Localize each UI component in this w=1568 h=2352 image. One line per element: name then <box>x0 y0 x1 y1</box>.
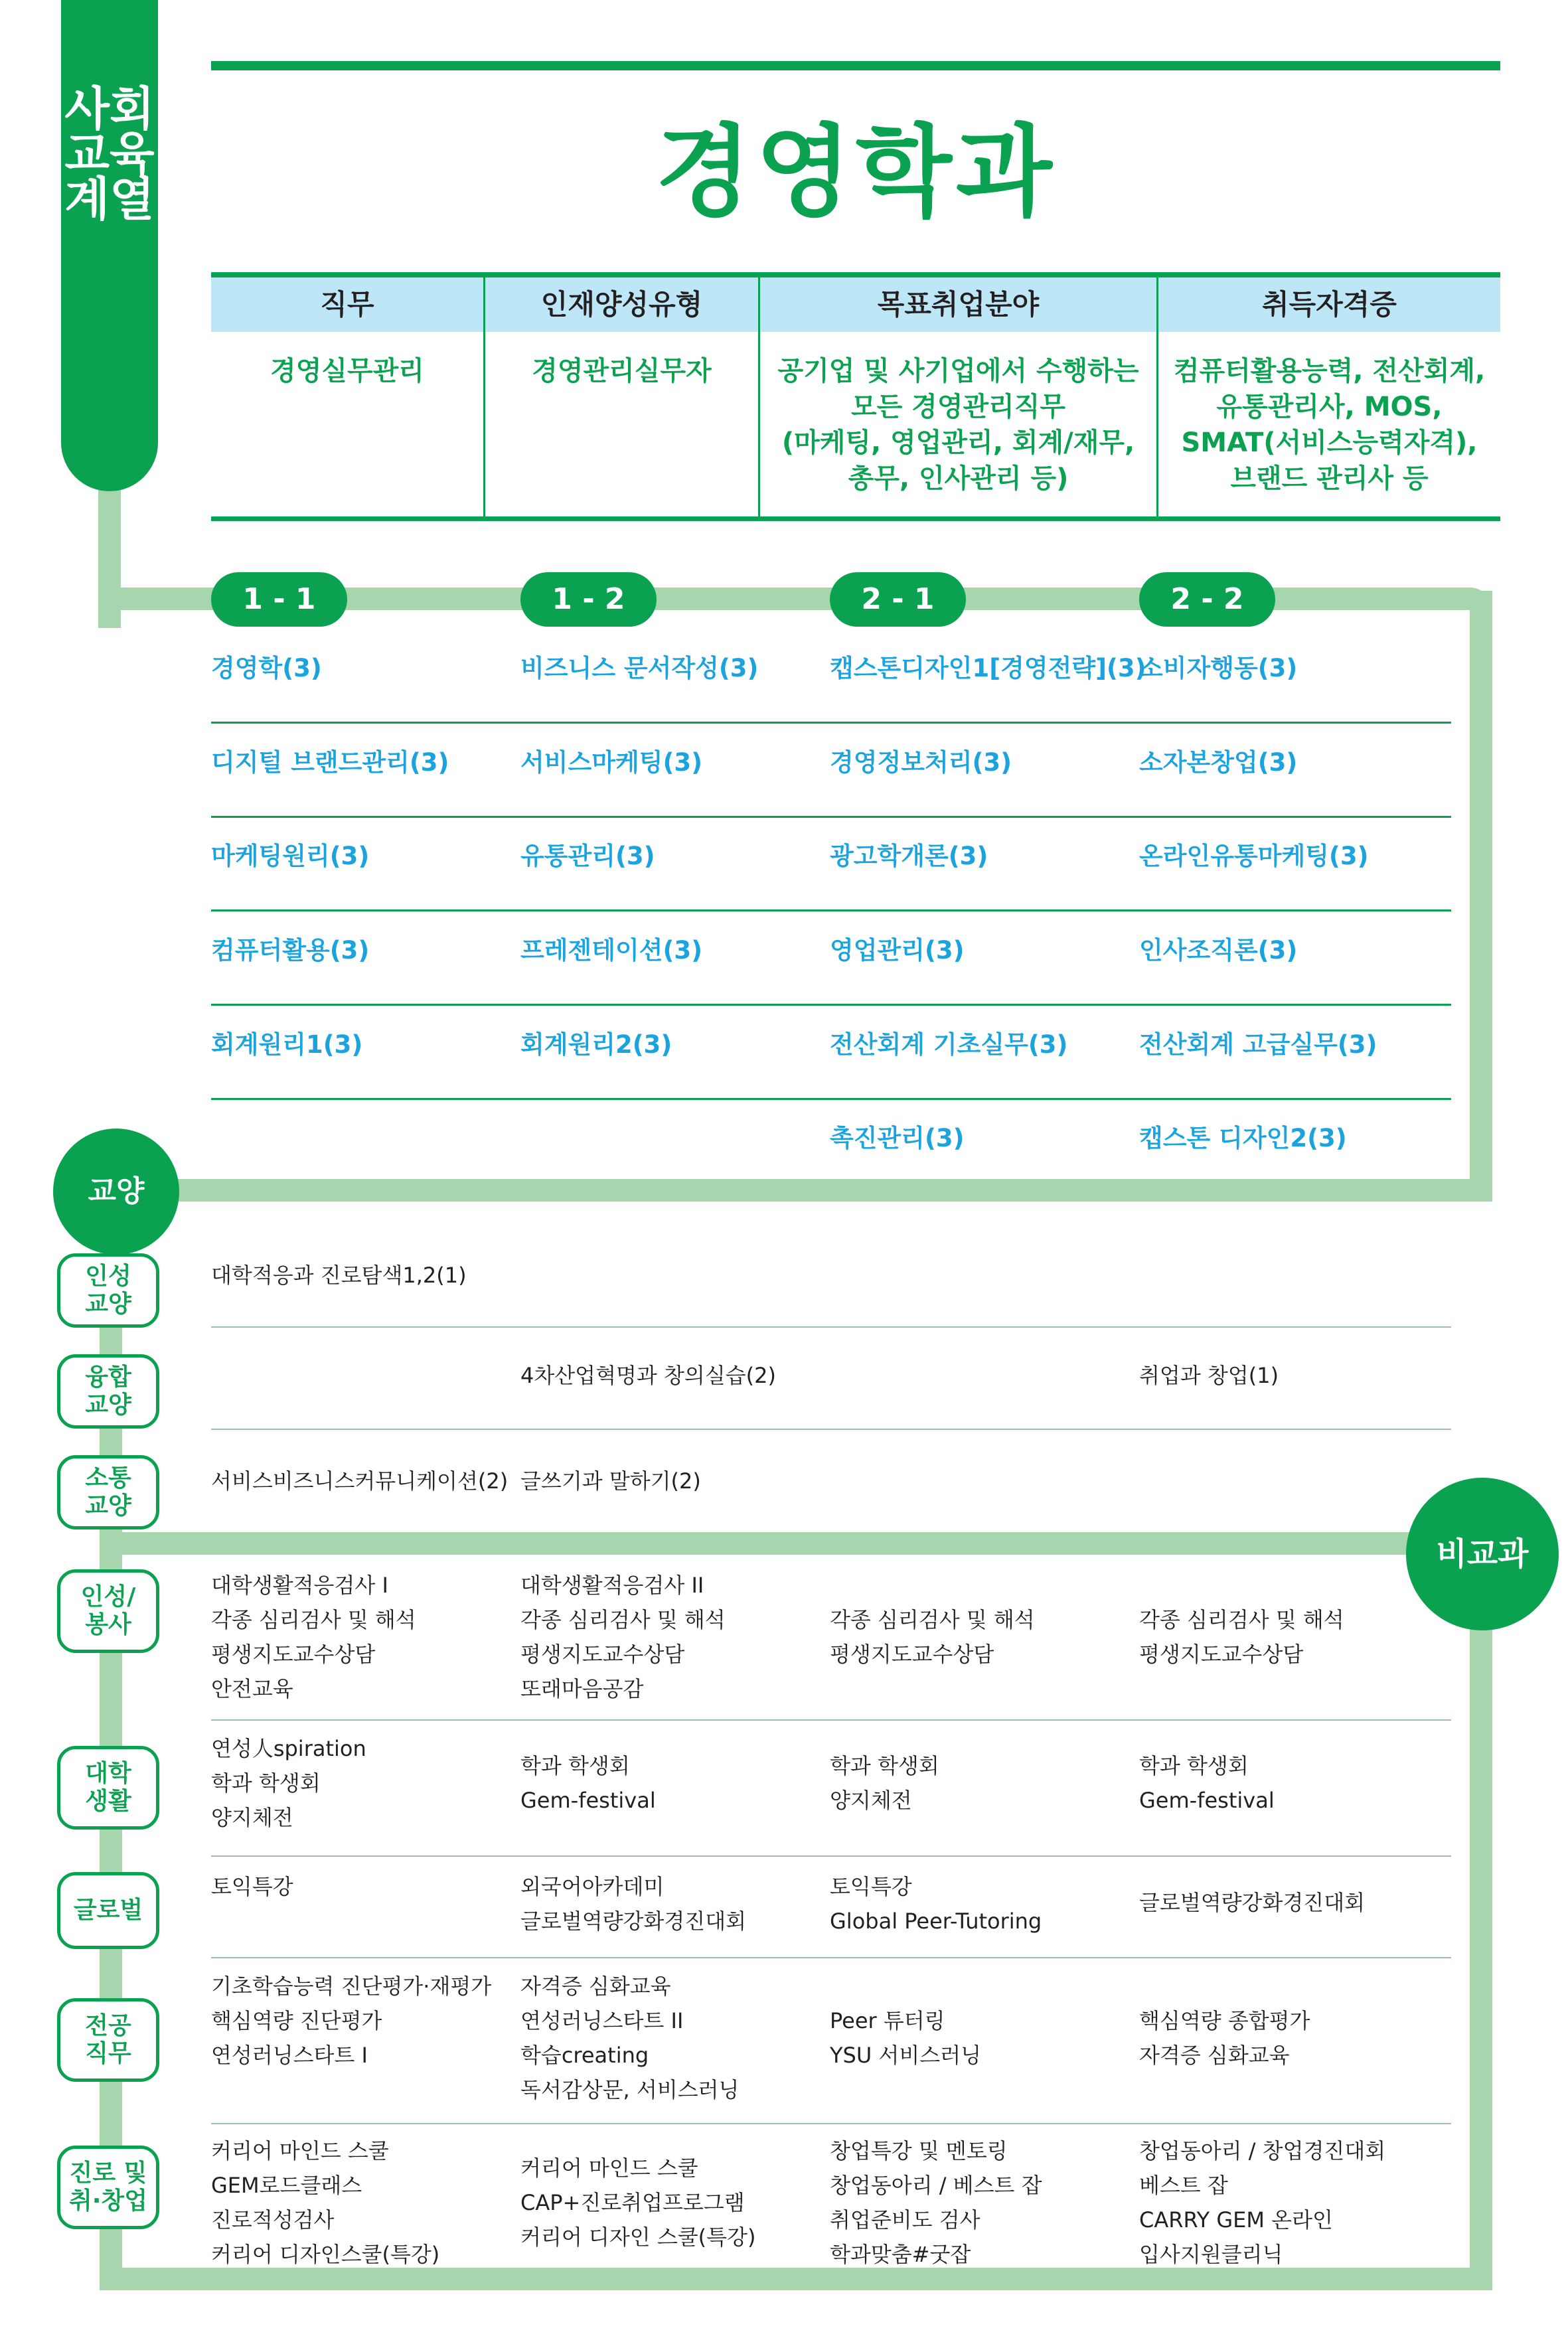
course-row-divider <box>211 816 1451 818</box>
program-item: 각종 심리검사 및 해석 <box>1139 1607 1344 1632</box>
course-item: 소비자행동(3) <box>1139 654 1298 682</box>
info-value-certificates <box>1158 353 1500 497</box>
program-item: 핵심역량 진단평가 <box>211 2008 382 2033</box>
course-item: 디지털 브랜드관리(3) <box>211 748 449 777</box>
program-item: 안전교육 <box>211 1676 293 1701</box>
badge-label-line: 교양 <box>85 1391 131 1419</box>
program-cell <box>830 2003 981 2073</box>
page-title: 경영학과 <box>655 115 1056 230</box>
badge-label-line: 봉사 <box>85 1611 131 1638</box>
program-item: 베스트 잡 <box>1139 2173 1228 2198</box>
extracurricular-category-badge <box>57 1998 159 2082</box>
liberal-category-badge <box>57 1253 159 1328</box>
badge-label-line: 교양 <box>85 1291 131 1318</box>
program-item: 학과 학생회 <box>520 1753 630 1778</box>
info-table-bottom-rule <box>211 516 1500 521</box>
program-cell <box>520 1969 739 2107</box>
program-item: 양지체전 <box>211 1805 293 1830</box>
course-item: 경영정보처리(3) <box>830 748 1012 777</box>
path-line-lower <box>100 1532 1494 1555</box>
info-header-target-field: 목표취업분야 <box>877 288 1040 321</box>
program-item: 창업특강 및 멘토링 <box>830 2138 1008 2163</box>
program-cell <box>520 1869 746 1938</box>
info-value-line: 경영실무관리 <box>270 356 424 386</box>
info-header-talent-type: 인재양성유형 <box>540 288 703 321</box>
program-cell <box>211 2134 439 2272</box>
badge-label-line: 교양 <box>85 1492 131 1520</box>
program-cell <box>830 1869 1042 1938</box>
path-line-middle <box>100 1179 1492 1202</box>
course-item: 인사조직론(3) <box>1139 936 1298 965</box>
info-value-target-field <box>760 353 1156 497</box>
program-item: 기초학습능력 진단평가·재평가 <box>211 1974 492 1999</box>
program-item: 평생지도교수상담 <box>830 1642 994 1667</box>
liberal-row-divider <box>211 1326 1451 1328</box>
info-header-job: 직무 <box>320 288 374 321</box>
semester-pill-2-1: 2 - 1 <box>830 572 966 627</box>
course-item: 회계원리1(3) <box>211 1030 363 1059</box>
program-item: 연성러닝스타트 II <box>520 2008 684 2033</box>
course-item: 경영학(3) <box>211 654 322 682</box>
program-item: 자격증 심화교육 <box>520 1974 671 1999</box>
program-item: YSU 서비스러닝 <box>830 2043 982 2068</box>
program-cell <box>1139 1749 1275 1818</box>
program-cell <box>211 1568 416 1706</box>
path-line-right-lower <box>1470 1547 1492 2290</box>
badge-label-line: 직무 <box>85 2040 131 2067</box>
semester-pill-1-1: 1 - 1 <box>211 572 347 627</box>
info-header-certificates: 취득자격증 <box>1262 288 1397 321</box>
extracurricular-category-badge <box>57 1746 159 1830</box>
title-rule <box>211 61 1500 70</box>
program-item: 핵심역량 종합평가 <box>1139 2008 1310 2033</box>
info-value-job <box>211 353 483 389</box>
info-value-line: SMAT(서비스능력자격), <box>1181 428 1478 458</box>
program-item: 또래마음공감 <box>520 1676 644 1701</box>
program-item: 연성人spiration <box>211 1736 366 1761</box>
course-row-divider <box>211 909 1451 911</box>
program-row-divider <box>211 1855 1451 1857</box>
extracurricular-category-badge <box>57 1569 159 1653</box>
course-item: 온라인유통마케팅(3) <box>1139 842 1369 870</box>
program-cell <box>830 2134 1042 2272</box>
info-value-line: 모든 경영관리직무 <box>850 392 1066 422</box>
program-item: Global Peer-Tutoring <box>830 1909 1042 1934</box>
extracurricular-category-badge <box>57 1872 159 1949</box>
program-cell <box>1139 2134 1385 2272</box>
liberal-course: 취업과 창업(1) <box>1139 1363 1279 1388</box>
program-item: 대학생활적응검사 II <box>520 1573 704 1598</box>
program-item: 외국어아카데미 <box>520 1874 665 1899</box>
program-item: 커리어 디자인 스쿨(특강) <box>520 2225 756 2250</box>
info-value-line: 총무, 인사관리 등) <box>848 463 1069 494</box>
info-value-line: 경영관리실무자 <box>532 356 712 386</box>
info-value-line: 브랜드 관리사 등 <box>1230 463 1429 494</box>
liberal-category-badge <box>57 1455 159 1529</box>
liberal-course: 4차산업혁명과 창의실습(2) <box>520 1363 776 1388</box>
program-cell <box>211 1969 491 2073</box>
badge-label-line: 취·창업 <box>68 2187 147 2215</box>
program-cell <box>520 1568 726 1706</box>
course-item: 마케팅원리(3) <box>211 842 370 870</box>
extracurricular-label: 비교과 <box>1436 1535 1529 1573</box>
program-item: 입사지원클리닉 <box>1139 2242 1283 2267</box>
program-item: Gem-festival <box>1139 1788 1275 1813</box>
course-item: 촉진관리(3) <box>830 1124 965 1152</box>
semester-pill-1-2: 1 - 2 <box>520 572 657 627</box>
badge-label-line: 융합 <box>85 1364 131 1391</box>
liberal-arts-label: 교양 <box>88 1174 145 1208</box>
course-item: 전산회계 고급실무(3) <box>1139 1030 1377 1059</box>
program-row-divider <box>211 1719 1451 1721</box>
category-side-tab-label: 사회교육계열 <box>64 82 155 226</box>
course-item: 유통관리(3) <box>520 842 655 870</box>
program-item: 커리어 마인드 스쿨 <box>520 2156 698 2181</box>
program-item: CAP+진로취업프로그램 <box>520 2190 745 2215</box>
program-item: CARRY GEM 온라인 <box>1139 2207 1333 2233</box>
program-cell <box>211 1869 293 1904</box>
course-item: 전산회계 기초실무(3) <box>830 1030 1068 1059</box>
program-item: 토익특강 <box>211 1874 293 1899</box>
course-item: 프레젠테이션(3) <box>520 936 703 965</box>
program-item: 학과 학생회 <box>1139 1753 1249 1778</box>
badge-label-line: 글로벌 <box>73 1897 143 1924</box>
program-item: 커리어 디자인스쿨(특강) <box>211 2242 440 2267</box>
program-item: 독서감상문, 서비스러닝 <box>520 2077 740 2102</box>
semester-pill-2-2: 2 - 2 <box>1139 572 1275 627</box>
program-cell <box>1139 1885 1365 1920</box>
course-item: 캡스톤 디자인2(3) <box>1139 1124 1347 1152</box>
program-item: 글로벌역량강화경진대회 <box>520 1909 747 1934</box>
info-value-talent-type <box>485 353 758 389</box>
info-value-line: 공기업 및 사기업에서 수행하는 <box>777 356 1139 386</box>
program-item: 각종 심리검사 및 해석 <box>520 1607 726 1632</box>
program-item: 각종 심리검사 및 해석 <box>830 1607 1035 1632</box>
program-row-divider <box>211 2123 1451 2124</box>
program-item: Gem-festival <box>520 1788 656 1813</box>
liberal-arts-circle <box>53 1129 179 1255</box>
program-item: 평생지도교수상담 <box>520 1642 685 1667</box>
path-line-right <box>1470 591 1492 1202</box>
badge-label-line: 인성/ <box>80 1583 136 1610</box>
course-row-divider <box>211 722 1451 724</box>
program-item: GEM로드클래스 <box>211 2173 362 2198</box>
course-item: 캡스톤디자인1[경영전략](3) <box>830 654 1146 682</box>
course-item: 광고학개론(3) <box>830 842 988 870</box>
program-item: 취업준비도 검사 <box>830 2207 980 2233</box>
badge-label-line: 인성 <box>85 1263 131 1290</box>
program-cell <box>1139 2003 1310 2073</box>
program-item: 평생지도교수상담 <box>1139 1642 1304 1667</box>
course-item: 서비스마케팅(3) <box>520 748 703 777</box>
course-row-divider <box>211 1098 1451 1100</box>
program-item: 학과맞춤#굿잡 <box>830 2242 971 2267</box>
info-value-line: 유통관리사, MOS, <box>1216 392 1443 422</box>
course-item: 영업관리(3) <box>830 936 965 965</box>
badge-label-line: 진로 및 <box>69 2159 147 2187</box>
liberal-course: 대학적응과 진로탐색1,2(1) <box>211 1263 467 1288</box>
program-item: 평생지도교수상담 <box>211 1642 376 1667</box>
program-cell <box>1139 1603 1344 1672</box>
program-item: 커리어 마인드 스쿨 <box>211 2138 389 2163</box>
liberal-course: 서비스비즈니스커뮤니케이션(2) <box>211 1468 509 1494</box>
program-row-divider <box>211 1957 1451 1958</box>
course-row-divider <box>211 1004 1451 1006</box>
program-cell <box>520 1749 656 1818</box>
extracurricular-circle <box>1406 1478 1559 1630</box>
program-item: 진로적성검사 <box>211 2207 335 2233</box>
program-cell <box>830 1749 939 1818</box>
program-item: 대학생활적응검사 I <box>211 1573 388 1598</box>
program-item: 글로벌역량강화경진대회 <box>1139 1890 1366 1915</box>
badge-label-line: 대학 <box>85 1760 131 1787</box>
program-item: 자격증 심화교육 <box>1139 2043 1290 2068</box>
extracurricular-category-badge <box>57 2146 159 2229</box>
program-item: 학과 학생회 <box>830 1753 939 1778</box>
info-table-top-rule <box>211 272 1500 277</box>
course-item: 컴퓨터활용(3) <box>211 936 370 965</box>
info-value-line: 컴퓨터활용능력, 전산회계, <box>1173 356 1486 386</box>
program-cell <box>520 2151 755 2254</box>
liberal-category-badge <box>57 1354 159 1429</box>
category-side-tab <box>61 0 158 491</box>
liberal-row-divider <box>211 1429 1451 1430</box>
badge-label-line: 전공 <box>85 2012 131 2039</box>
course-item: 회계원리2(3) <box>520 1030 672 1059</box>
info-value-line: (마케팅, 영업관리, 회계/재무, <box>781 428 1135 458</box>
program-item: Peer 튜터링 <box>830 2008 945 2033</box>
program-item: 각종 심리검사 및 해석 <box>211 1607 416 1632</box>
program-item: 창업동아리 / 베스트 잡 <box>830 2173 1042 2198</box>
program-item: 양지체전 <box>830 1788 912 1813</box>
badge-label-line: 소통 <box>85 1464 131 1492</box>
program-item: 연성러닝스타트 I <box>211 2043 368 2068</box>
program-item: 창업동아리 / 창업경진대회 <box>1139 2138 1386 2163</box>
liberal-course: 글쓰기과 말하기(2) <box>520 1468 701 1494</box>
badge-label-line: 생활 <box>85 1788 131 1815</box>
program-cell <box>211 1731 366 1835</box>
program-item: 학과 학생회 <box>211 1770 321 1796</box>
program-cell <box>830 1603 1035 1672</box>
course-item: 소자본창업(3) <box>1139 748 1298 777</box>
course-item: 비즈니스 문서작성(3) <box>520 654 759 682</box>
program-item: 학습creating <box>520 2043 649 2068</box>
program-item: 토익특강 <box>830 1874 912 1899</box>
